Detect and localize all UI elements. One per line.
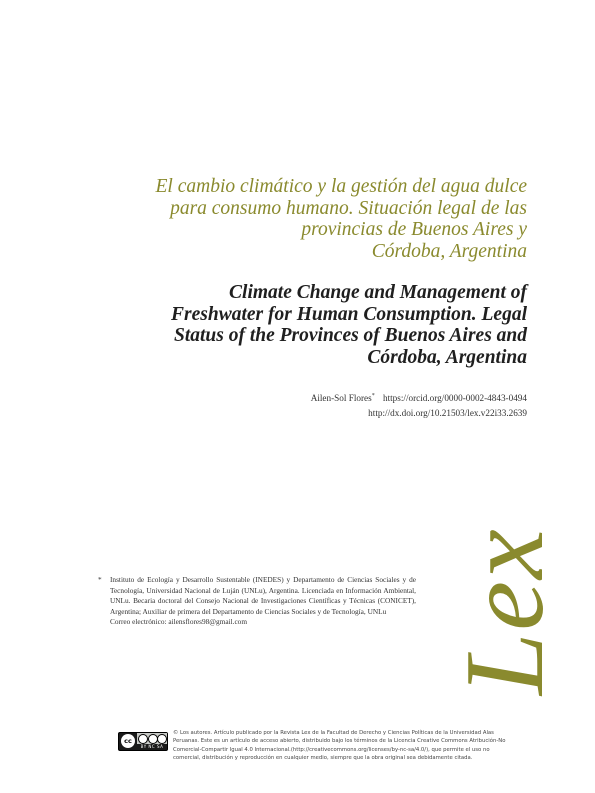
cc-tags: BY NC SA [140, 744, 164, 749]
author-name: Ailen-Sol Flores [310, 393, 372, 404]
title-english-line: Freshwater for Human Consumption. Legal [171, 303, 527, 325]
title-spanish-line: para consumo humano. Situación legal de las [170, 197, 527, 219]
title-english-line: Status of the Provinces of Buenos Aires and [173, 325, 527, 346]
journal-logo-text: Lex [443, 527, 567, 695]
article-meta [127, 389, 527, 420]
footnote-mark: * [98, 575, 102, 584]
author-footnote [98, 575, 416, 628]
title-spanish [57, 176, 527, 262]
title-english-line: Climate Change and Management of [229, 282, 527, 303]
title-spanish-line: Córdoba, Argentina [371, 240, 527, 262]
license-text: © Los autores. Artículo publicado por la Revista Lex de la Facultad de Derecho y Ciencias Políticas de la Universidad Alas Peruanas. Este es un artículo de acceso abierto, distribuido bajo los términos de la Licencia Creative Commons Atribución-No Comercial-Compartir Igual 4.0 Internacional.(http://creativecommons.org/licenses/by-nc-sa/4.0/), que permite el uso no comercial, distribución y reproducción en cualquier medio, siempre que la obra original sea debidamente citada. [173, 730, 506, 762]
non-commercial-icon [148, 734, 158, 744]
title-english [57, 282, 527, 368]
cc-icons [137, 733, 167, 744]
person-icon [138, 734, 148, 744]
footnote-affiliation: Instituto de Ecología y Desarrollo Sustentable (INEDES) y Departamento de Ciencias Sociales y de Tecnología, Universidad Nacional de Luján (UNLu), Argentina. Licenciada en Información Ambiental, UNLu. Becaria doctoral del Consejo Nacional de Investigaciones Científicas y Técnicas (CONICET), Argentina; Auxiliar de primera del Departamento de Ciencias Sociales y de Tecnología, UNLu [110, 575, 416, 616]
title-spanish-line: El cambio climático y la gestión del agua dulce [155, 176, 527, 197]
author-line [127, 389, 527, 406]
footnote-email: Correo electrónico: ailensflores98@gmail.com [110, 617, 248, 627]
share-alike-icon [157, 734, 167, 744]
cc-logo-icon: cc [121, 734, 135, 748]
author-footnote-mark: * [371, 393, 375, 399]
title-english-line: Córdoba, Argentina [367, 346, 527, 368]
creative-commons-badge[interactable] [118, 732, 168, 751]
title-spanish-line: provincias de Buenos Aires y [301, 219, 527, 240]
license-block [118, 729, 510, 769]
doi-link[interactable]: http://dx.doi.org/10.21503/lex.v22i33.2639 [368, 407, 527, 418]
orcid-link[interactable]: https://orcid.org/0000-0002-4843-0494 [382, 393, 527, 404]
journal-logo [440, 490, 570, 695]
